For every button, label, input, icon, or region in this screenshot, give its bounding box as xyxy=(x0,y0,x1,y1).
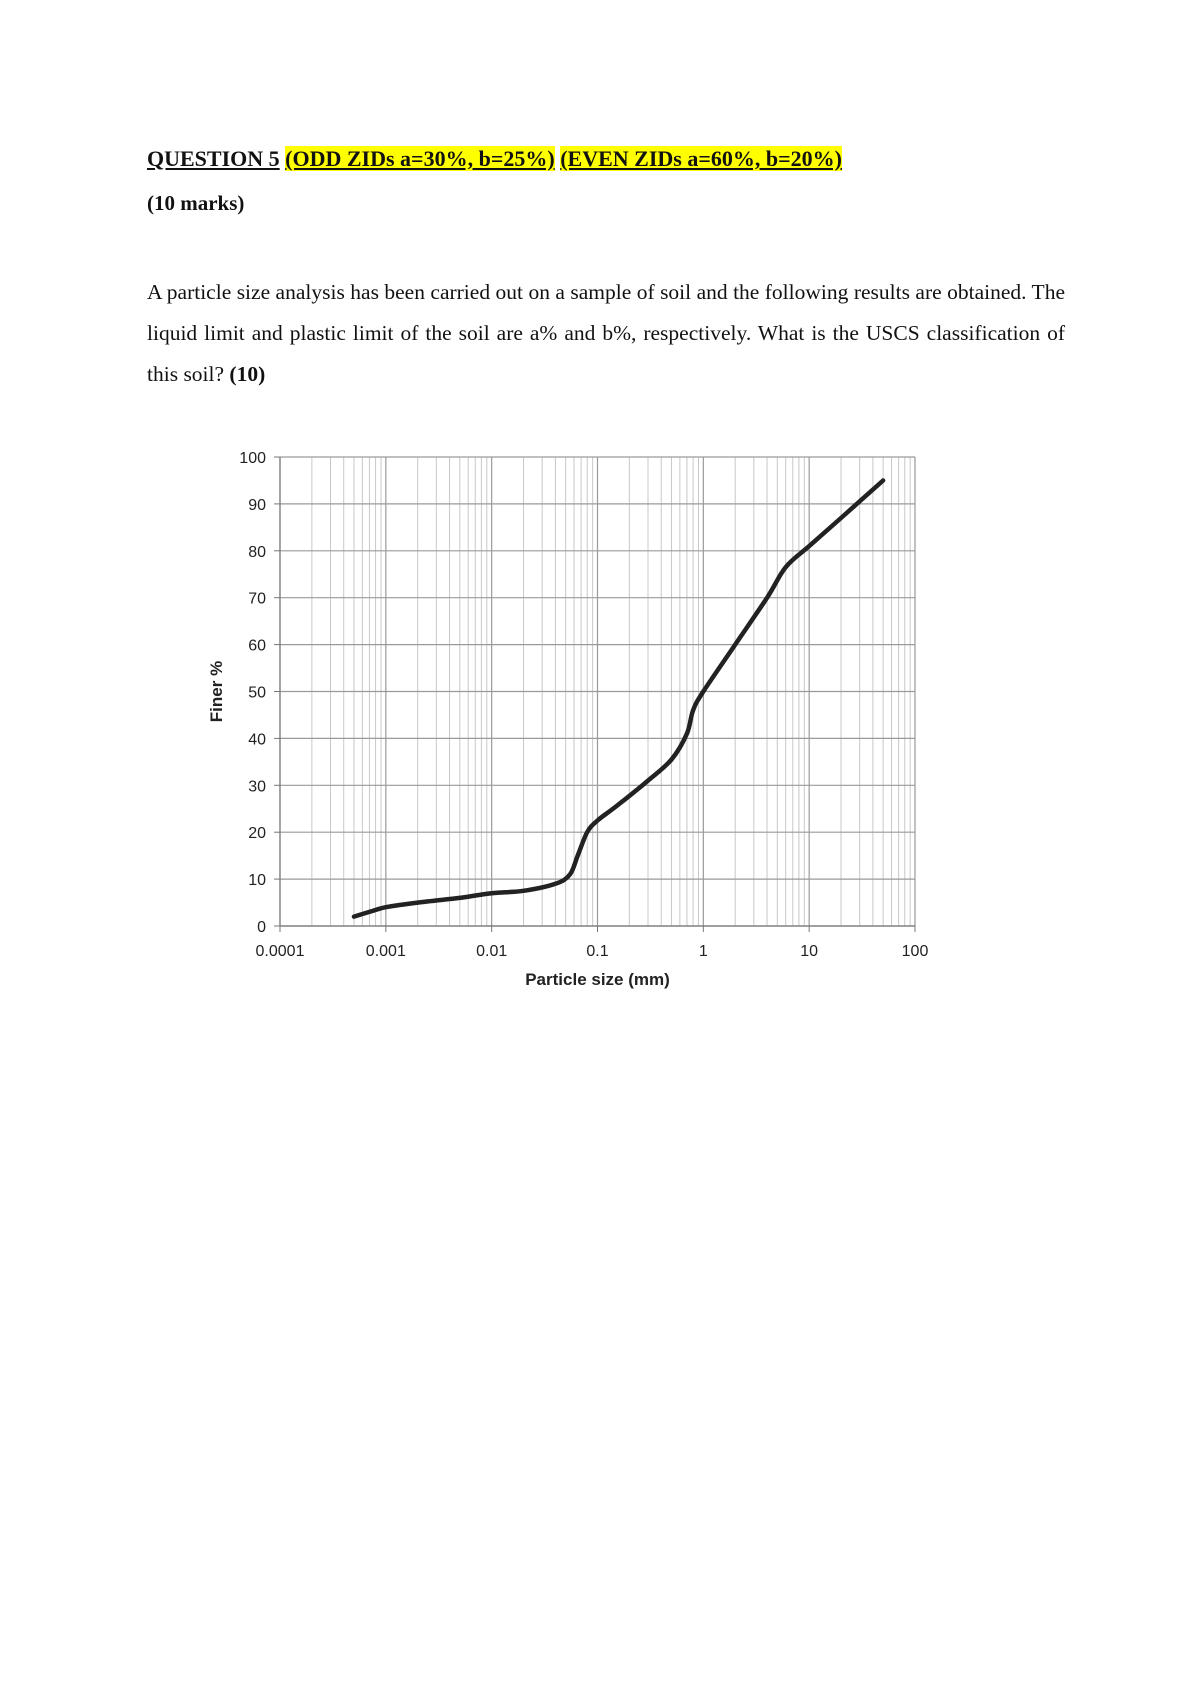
question-marks: (10 marks) xyxy=(147,191,245,215)
y-tick-label: 10 xyxy=(248,872,266,890)
x-tick-label: 0.01 xyxy=(476,943,508,960)
y-tick-label: 20 xyxy=(248,825,266,843)
y-tick-label: 70 xyxy=(248,590,266,608)
y-tick-label: 40 xyxy=(248,731,266,749)
question-text-block xyxy=(147,272,1065,395)
y-axis-title: Finer % xyxy=(207,660,226,723)
y-tick-label: 0 xyxy=(257,919,266,936)
y-tick-label: 100 xyxy=(239,450,266,467)
even-zid-note: (EVEN ZIDs a=60%, b=20%) xyxy=(560,146,842,171)
x-tick-label: 0.1 xyxy=(586,943,609,960)
particle-size-chart xyxy=(190,430,950,1010)
x-axis-title: Particle size (mm) xyxy=(525,970,670,989)
x-tick-label: 10 xyxy=(800,943,819,960)
x-tick-label: 0.0001 xyxy=(255,943,305,960)
y-tick-label: 80 xyxy=(248,543,266,561)
x-tick-label: 1 xyxy=(698,943,708,960)
question-text-marks: (10) xyxy=(229,362,266,386)
x-tick-label: 100 xyxy=(901,943,929,960)
y-tick-label: 60 xyxy=(248,637,266,655)
question-label: QUESTION 5 xyxy=(147,146,280,171)
question-text: A particle size analysis has been carried out on a sample of soil and the following results are obtained. The liquid limit and plastic limit of the soil are a% and b%, respectively. What is the USCS classification of this soil? xyxy=(147,280,1065,386)
grading-curve xyxy=(354,481,883,917)
y-tick-label: 50 xyxy=(248,684,266,702)
question-heading xyxy=(147,146,842,172)
odd-zid-note: (ODD ZIDs a=30%, b=25%) xyxy=(285,146,555,171)
y-tick-label: 90 xyxy=(248,496,266,514)
y-tick-label: 30 xyxy=(248,778,266,796)
x-tick-label: 0.001 xyxy=(365,943,406,960)
